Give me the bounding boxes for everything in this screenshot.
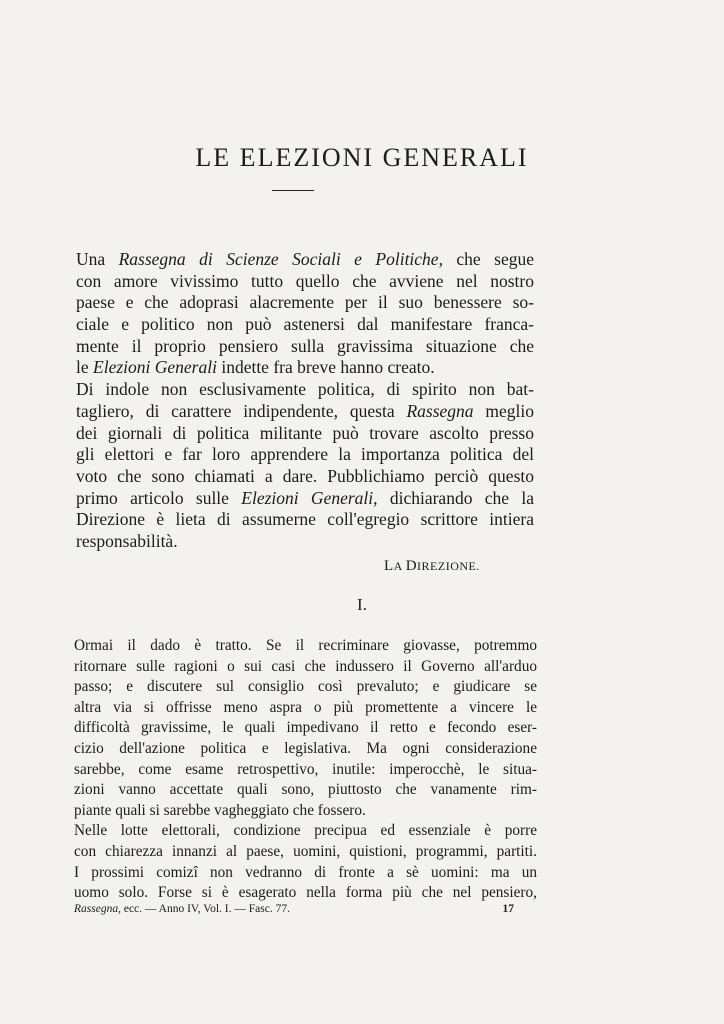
text-line: passo; e discutere sul consiglio così prevaluto; e giudicare se: [74, 678, 537, 696]
text-line: primo articolo sulle Elezioni Generali, dichiarando che la: [76, 487, 534, 508]
page-number: 17: [502, 903, 514, 915]
signature: LA DIREZIONE.: [384, 558, 480, 574]
text-line: ritornare sulle ragioni o sui casi che indussero il Governo all'arduo: [74, 657, 537, 675]
editorial-note: [76, 249, 534, 553]
article-title: LE ELEZIONI GENERALI: [195, 143, 529, 172]
text-line: ciale e politico non può astenersi dal manifestare franca-: [76, 314, 534, 335]
text-line: responsabilità.: [76, 530, 178, 551]
title-rule: [272, 190, 314, 191]
text-line: difficoltà gravissime, le quali impedivano il retto e fecondo eser-: [74, 719, 537, 737]
text-line: gli elettori e far loro apprendere la importanza politica del: [76, 444, 534, 465]
text-line: Nelle lotte elettorali, condizione precipua ed essenziale è porre: [74, 822, 537, 840]
page-footer: [74, 903, 514, 915]
section-number: I.: [357, 595, 367, 614]
text-line: tagliero, di carattere indipendente, questa Rassegna meglio: [76, 400, 534, 421]
text-line: piante quali si sarebbe vagheggiato che fossero.: [74, 801, 366, 819]
text-line: mente il proprio pensiero sulla gravissima situazione che: [76, 335, 534, 356]
text-line: con chiarezza innanzi al paese, uomini, quistioni, programmi, partiti.: [74, 842, 537, 860]
text-line: cizio dell'azione politica e legislativa. Ma ogni considerazione: [74, 739, 537, 757]
text-line: altra via si offrisse meno aspra o più promettente a vincere le: [74, 698, 537, 716]
text-line: le Elezioni Generali indette fra breve hanno creato.: [76, 357, 435, 378]
text-line: paese e che adoprasi alacremente per il suo benessere so-: [76, 292, 534, 313]
text-line: I prossimi comizî non vedranno di fronte a sè uomini: ma un: [74, 863, 537, 881]
footer-citation: Rassegna, ecc. — Anno IV, Vol. I. — Fasc. 77.: [74, 903, 290, 915]
article-body: [74, 636, 537, 904]
text-line: Direzione è lieta di assumerne coll'egregio scrittore intiera: [76, 509, 534, 530]
text-line: zioni vanno accettate quali sono, piuttosto che vanamente rim-: [74, 781, 537, 799]
text-line: Di indole non esclusivamente politica, di spirito non bat-: [76, 379, 534, 400]
text-line: Ormai il dado è tratto. Se il recriminare giovasse, potremmo: [74, 637, 537, 654]
text-line: Una Rassegna di Scienze Sociali e Politiche, che segue: [76, 249, 534, 269]
text-line: uomo solo. Forse si è esagerato nella forma più che nel pensiero,: [74, 884, 537, 902]
text-line: con amore vivissimo tutto quello che avviene nel nostro: [76, 270, 534, 291]
text-line: voto che sono chiamati a dare. Pubblichiamo perciò questo: [76, 465, 534, 486]
text-line: dei giornali di politica militante può trovare ascolto presso: [76, 422, 534, 443]
text-line: sarebbe, come esame retrospettivo, inutile: imperocchè, le situa-: [74, 760, 537, 778]
